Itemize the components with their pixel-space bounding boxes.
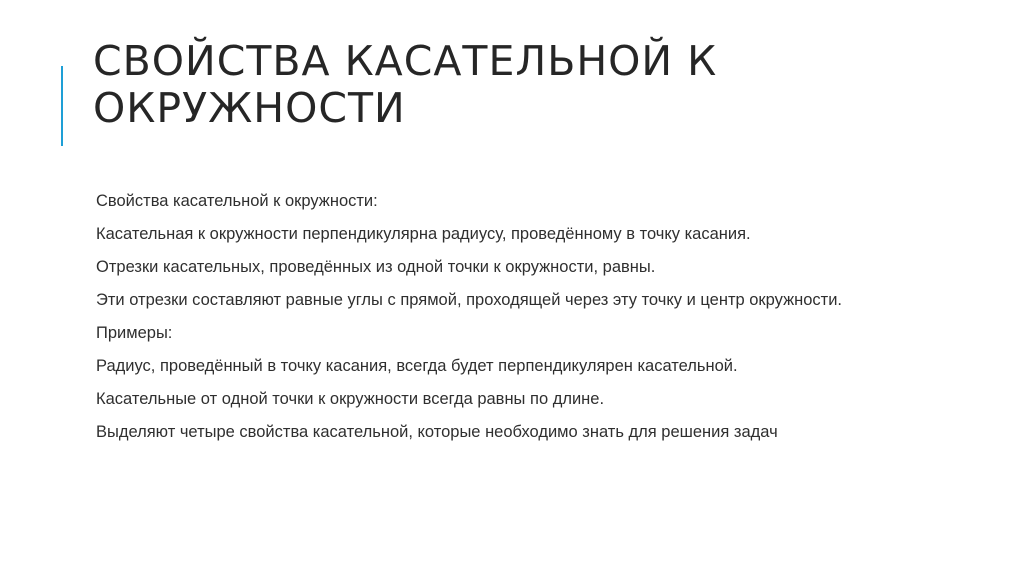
slide-title-line-1: СВОЙСТВА КАСАТЕЛЬНОЙ К [93, 37, 718, 85]
body-paragraph: Касательная к окружности перпендикулярна радиусу, проведённому в точку касания. [96, 225, 751, 243]
slide-body [96, 192, 896, 456]
body-paragraph: Эти отрезки составляют равные углы с прямой, проходящей через эту точку и центр окружности. [96, 291, 843, 309]
body-paragraph: Касательные от одной точки к окружности всегда равны по длине. [96, 390, 605, 408]
slide-title-line-2: ОКРУЖНОСТИ [93, 84, 406, 132]
body-paragraph: Отрезки касательных, проведённых из одной точки к окружности, равны. [96, 258, 656, 276]
slide-title [93, 38, 953, 132]
body-paragraph-heading: Свойства касательной к окружности: [96, 192, 378, 210]
body-paragraph-examples-heading: Примеры: [96, 324, 173, 342]
title-accent-bar [61, 66, 63, 146]
body-paragraph: Выделяют четыре свойства касательной, которые необходимо знать для решения задач [96, 423, 778, 441]
body-paragraph: Радиус, проведённый в точку касания, всегда будет перпендикулярен касательной. [96, 357, 738, 375]
